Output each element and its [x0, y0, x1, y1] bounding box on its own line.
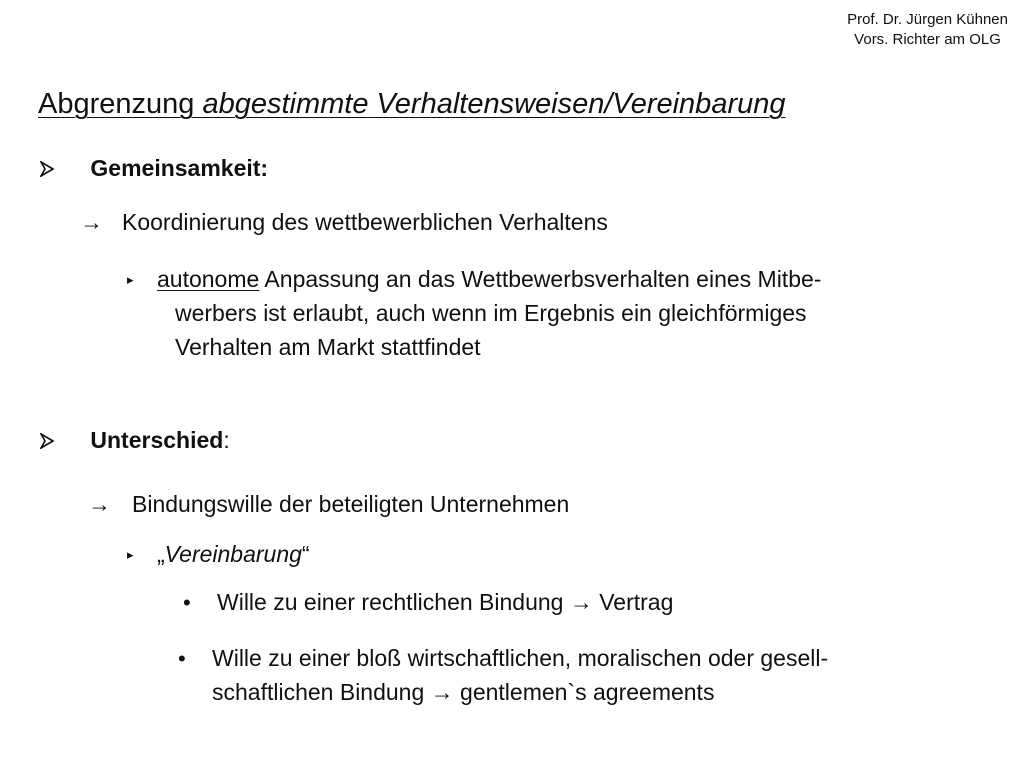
triangle-bullet-icon: ▸	[127, 547, 134, 562]
dot-bullet-icon: •	[183, 590, 191, 615]
gemeinsamkeit-sub-text1: Anpassung an das Wettbewerbsverhalten eines Mitbe-	[259, 266, 822, 292]
bullet-wirtschaftliche-bindung-line2: schaftlichen Bindung → gentlemen`s agreements	[212, 679, 715, 705]
close-quote: “	[301, 541, 310, 567]
slide-title	[38, 86, 786, 122]
author-block	[847, 10, 1008, 50]
bullet-rechtliche-bindung	[183, 586, 673, 619]
open-quote: „	[157, 541, 165, 567]
chevron-arrow-bullet-icon	[40, 425, 54, 441]
chevron-arrow-bullet-icon	[40, 153, 54, 169]
gemeinsamkeit-point	[80, 206, 608, 238]
unterschied-point-text: Bindungswille der beteiligten Unternehmen	[132, 491, 570, 517]
gemeinsamkeit-sub-line1	[127, 263, 821, 299]
dot-bullet-icon: •	[178, 646, 186, 671]
right-arrow-icon: →	[88, 491, 111, 517]
autonome-underlined: autonome	[157, 266, 260, 292]
section-gemeinsamkeit-heading	[40, 152, 268, 184]
bullet-wirtschaftliche-bindung-line1	[178, 642, 828, 675]
unterschied-colon: :	[223, 427, 230, 453]
author-position: Vors. Richter am OLG	[854, 31, 1001, 48]
title-prefix: Abgrenzung	[38, 88, 203, 120]
unterschied-sub	[127, 538, 310, 574]
gemeinsamkeit-sub-line3: Verhalten am Markt stattfindet	[175, 334, 481, 360]
bullet-rechtliche-text: Wille zu einer rechtlichen Bindung → Vertrag	[217, 589, 674, 615]
unterschied-label: Unterschied	[90, 427, 224, 453]
title-italic: abgestimmte Verhaltensweisen/Vereinbarung	[202, 88, 786, 120]
author-name: Prof. Dr. Jürgen Kühnen	[847, 11, 1008, 28]
gemeinsamkeit-sub-line2: werbers ist erlaubt, auch wenn im Ergebnis ein gleichförmiges	[175, 300, 807, 326]
gemeinsamkeit-label: Gemeinsamkeit:	[90, 155, 269, 181]
unterschied-point	[88, 488, 569, 520]
gemeinsamkeit-point-text: Koordinierung des wettbewerblichen Verhaltens	[122, 209, 608, 235]
triangle-bullet-icon: ▸	[127, 272, 134, 287]
section-unterschied-heading	[40, 424, 230, 456]
bullet-wirtschaftliche-text1: Wille zu einer bloß wirtschaftlichen, moralischen oder gesell-	[212, 645, 829, 671]
vereinbarung-italic: Vereinbarung	[164, 541, 302, 567]
right-arrow-icon: →	[80, 209, 103, 235]
